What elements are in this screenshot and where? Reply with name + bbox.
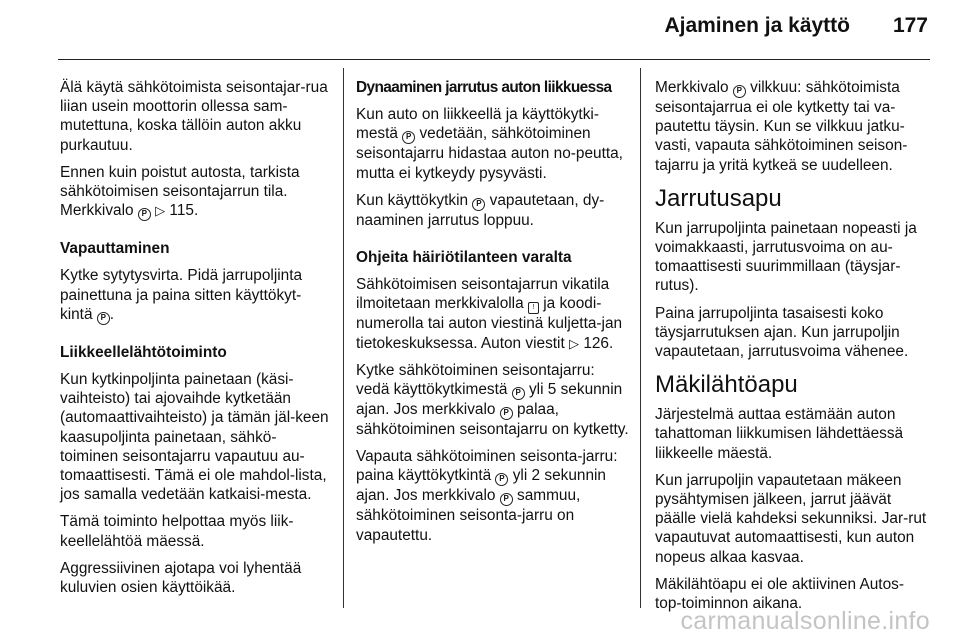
paragraph: Älä käytä sähkötoimista seisontajar-rua liian usein moottorin ollessa sam-mutettuna, koska tällöin auton akku purkautuu. bbox=[60, 79, 328, 154]
header-rule bbox=[58, 59, 930, 60]
paragraph: Kun auto on liikkeellä ja käyttökytki-mestä P vedetään, sähkötoiminen seisontajarru hidastaa auton no-peutta, mutta ei kytkeydy pysyvästi. bbox=[356, 106, 623, 182]
brake-warning-icon: P bbox=[512, 387, 525, 400]
paragraph: Järjestelmä auttaa estämään auton tahattoman liikkumisen lähdettäessä liikkeelle mäestä. bbox=[655, 406, 904, 462]
paragraph: Tämä toiminto helpottaa myös liik-keellelähtöä mäessä. bbox=[60, 513, 294, 550]
brake-warning-icon: P bbox=[402, 131, 415, 144]
service-wrench-icon: ! bbox=[528, 302, 539, 314]
header-title: Ajaminen ja käyttö bbox=[664, 14, 850, 37]
column-divider bbox=[640, 68, 641, 608]
brake-warning-icon: P bbox=[500, 407, 513, 420]
paragraph: Kytke sytytysvirta. Pidä jarrupoljinta painettuna ja paina sitten käyttökyt-kintä P . bbox=[60, 267, 303, 323]
subheading: Liikkeellelähtötoiminto bbox=[60, 343, 227, 361]
column-3 bbox=[655, 78, 930, 621]
paragraph: Kun käyttökytkin P vapautetaan, dy-naaminen jarrutus loppuu. bbox=[356, 191, 605, 229]
paragraph: Aggressiivinen ajotapa voi lyhentää kuluvien osien käyttöikää. bbox=[60, 559, 302, 597]
paragraph: Paina jarrupoljinta tasaisesti koko täysjarrutuksen ajan. Kun jarrupoljin vapautetaan, jarrutusvoima vähenee. bbox=[655, 304, 909, 361]
brake-warning-icon: P bbox=[138, 208, 151, 221]
column-1 bbox=[60, 78, 332, 605]
subheading: Dynaaminen jarrutus auton liikkuessa bbox=[356, 79, 612, 96]
subheading: Ohjeita häiriötilanteen varalta bbox=[356, 249, 572, 267]
reference-arrow-icon: ▷ bbox=[569, 335, 580, 351]
reference-arrow-icon: ▷ bbox=[155, 203, 166, 219]
page-number: 177 bbox=[892, 14, 928, 37]
page-reference[interactable]: 126. bbox=[583, 334, 614, 352]
paragraph: Ennen kuin poistut autosta, tarkista sähkötoimisen seisontajarrun tila. Merkkivalo P ▷ 115. bbox=[60, 163, 300, 220]
column-divider bbox=[343, 68, 344, 608]
brake-warning-icon: P bbox=[495, 473, 508, 486]
brake-warning-icon: P bbox=[97, 312, 110, 325]
brake-warning-icon: P bbox=[500, 493, 513, 506]
watermark: carmanualsonline.info bbox=[680, 607, 930, 635]
section-heading: Mäkilähtöapu bbox=[655, 371, 798, 399]
page-reference[interactable]: 115. bbox=[169, 202, 199, 220]
paragraph: Kun jarrupoljinta painetaan nopeasti ja voimakkaasti, jarrutusvoima on au-tomaattisesti suurimmillaan (täysjar-rutus). bbox=[655, 219, 917, 295]
paragraph: Kytke sähkötoiminen seisontajarru: vedä käyttökytkimestä P yli 5 sekunnin ajan. Jos merkkivalo P palaa, sähkötoiminen seisontajarru on kytketty. bbox=[356, 361, 629, 439]
paragraph: Kun jarrupoljin vapautetaan mäkeen pysähtymisen jälkeen, jarrut jäävät päälle vielä kahdeksi sekunniksi. Jar-rut vapautuvat automaattisesti, kun auton nopeus alkaa kasvaa. bbox=[655, 471, 927, 566]
subheading: Vapauttaminen bbox=[60, 240, 170, 258]
paragraph: Mäkilähtöapu ei ole aktiivinen Autos-top-toiminnon aikana. bbox=[655, 575, 904, 613]
column-2 bbox=[356, 78, 631, 553]
paragraph: Kun kytkinpoljinta painetaan (käsi-vaihteisto) tai ajovaihde kytketään (automaattivaihteisto) ja tämän jäl-keen kaasupoljinta painetaan, sähkö-toiminen seisontajarru vapautuu au-tomaattisesti. Tämä ei ole mahdol-lista, jos samalla vedetään katkaisi-mesta. bbox=[60, 371, 329, 504]
paragraph: Sähkötoimisen seisontajarrun vikatila ilmoitetaan merkkivalolla ! ja koodi-numerolla tai auton viestinä kuljetta-jan tietokeskuksessa. Auton viestit ▷ 126. bbox=[356, 276, 623, 352]
paragraph: Merkkivalo P vilkkuu: sähkötoimista seisontajarrua ei ole kytketty tai va-pautettu täysin. Kun se vilkkuu jatku-vasti, vapauta sähkötoiminen seison-tajarru ja yritä kytkeä se uudelleen. bbox=[655, 79, 908, 174]
brake-warning-icon: P bbox=[472, 198, 485, 211]
brake-warning-icon: P bbox=[733, 85, 746, 98]
paragraph: Vapauta sähkötoiminen seisonta-jarru: paina käyttökytkintä P yli 2 sekunnin ajan. Jos merkkivalo P sammuu, sähkötoiminen seisonta-jarru on vapautettu. bbox=[356, 448, 618, 544]
section-heading: Jarrutusapu bbox=[655, 184, 782, 212]
